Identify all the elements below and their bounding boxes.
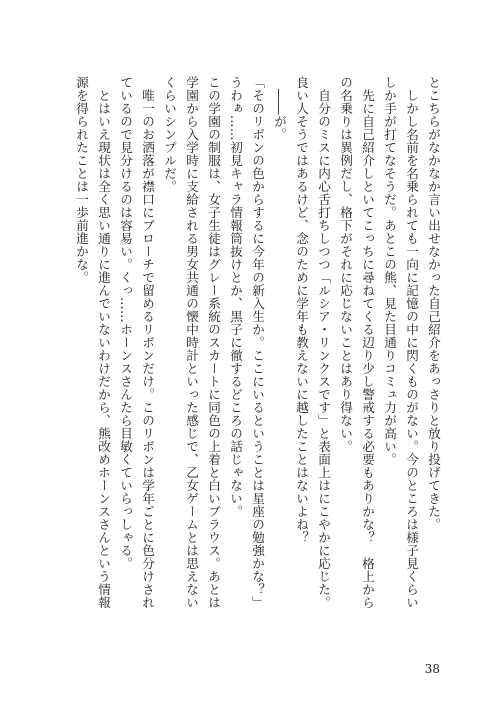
paragraph-8: この学園の制服は、女子生徒はグレー系統のスカートに同色の上着と白いブラウス。あとは学園から入学時に支給される男女共通の懐中時計といった感じで、乙女ゲームとは思えないくらいシンプルだ。 xyxy=(162,76,221,609)
paragraph-4: 自分のミスに内心舌打ちしつつ「ルシア・リンクスです」と表面上はにこやかに応じた。良い人そうではあるけど、念のために学年も教えないに越したことはないよね？ xyxy=(294,76,331,609)
vertical-text-block xyxy=(64,76,444,616)
paragraph-9: 唯一のお洒落が襟口にブローチで留めるリボンだけ。このリボンは学年ごとに色分けされているので見分けるのは容易い。くっ……ホーンスさんたら目敏くていらっしゃる。 xyxy=(118,76,155,609)
paragraph-5: ――が。 xyxy=(272,88,287,141)
paragraph-3: 先に自己紹介しといてこっちに尋ねてくる辺り少し警戒する必要もありかな？ 格上からの名乗りは異例だし、格下がそれに応じないことはあり得ない。 xyxy=(338,76,375,609)
paragraph-2: しかし名前を名乗られても一向に記憶の中に閃くものがない。今のところは様子見くらいしか手が打てなそうだ。あとこの熊、見た目通りコミュ力が高い。 xyxy=(382,76,419,609)
paragraph-10: とはいえ現状は全く思い通りに進んでいないわけだから、熊改めホーンスさんという情報源を得られたことは一歩前進かな。 xyxy=(74,76,111,609)
page-number: 38 xyxy=(424,662,440,676)
paragraph-6: 「そのリボンの色からするに今年の新入生か。ここにいるということは星座の勉強かな？」 xyxy=(250,76,265,609)
paragraph-1: とこちらがなかなか言い出せなかった自己紹介をあっさりと放り投げてきた。 xyxy=(426,76,441,531)
paragraph-7: うわぁ……初見キャラ情報筒抜けとか、黒子に徹するどころの話じゃない。 xyxy=(228,76,243,518)
